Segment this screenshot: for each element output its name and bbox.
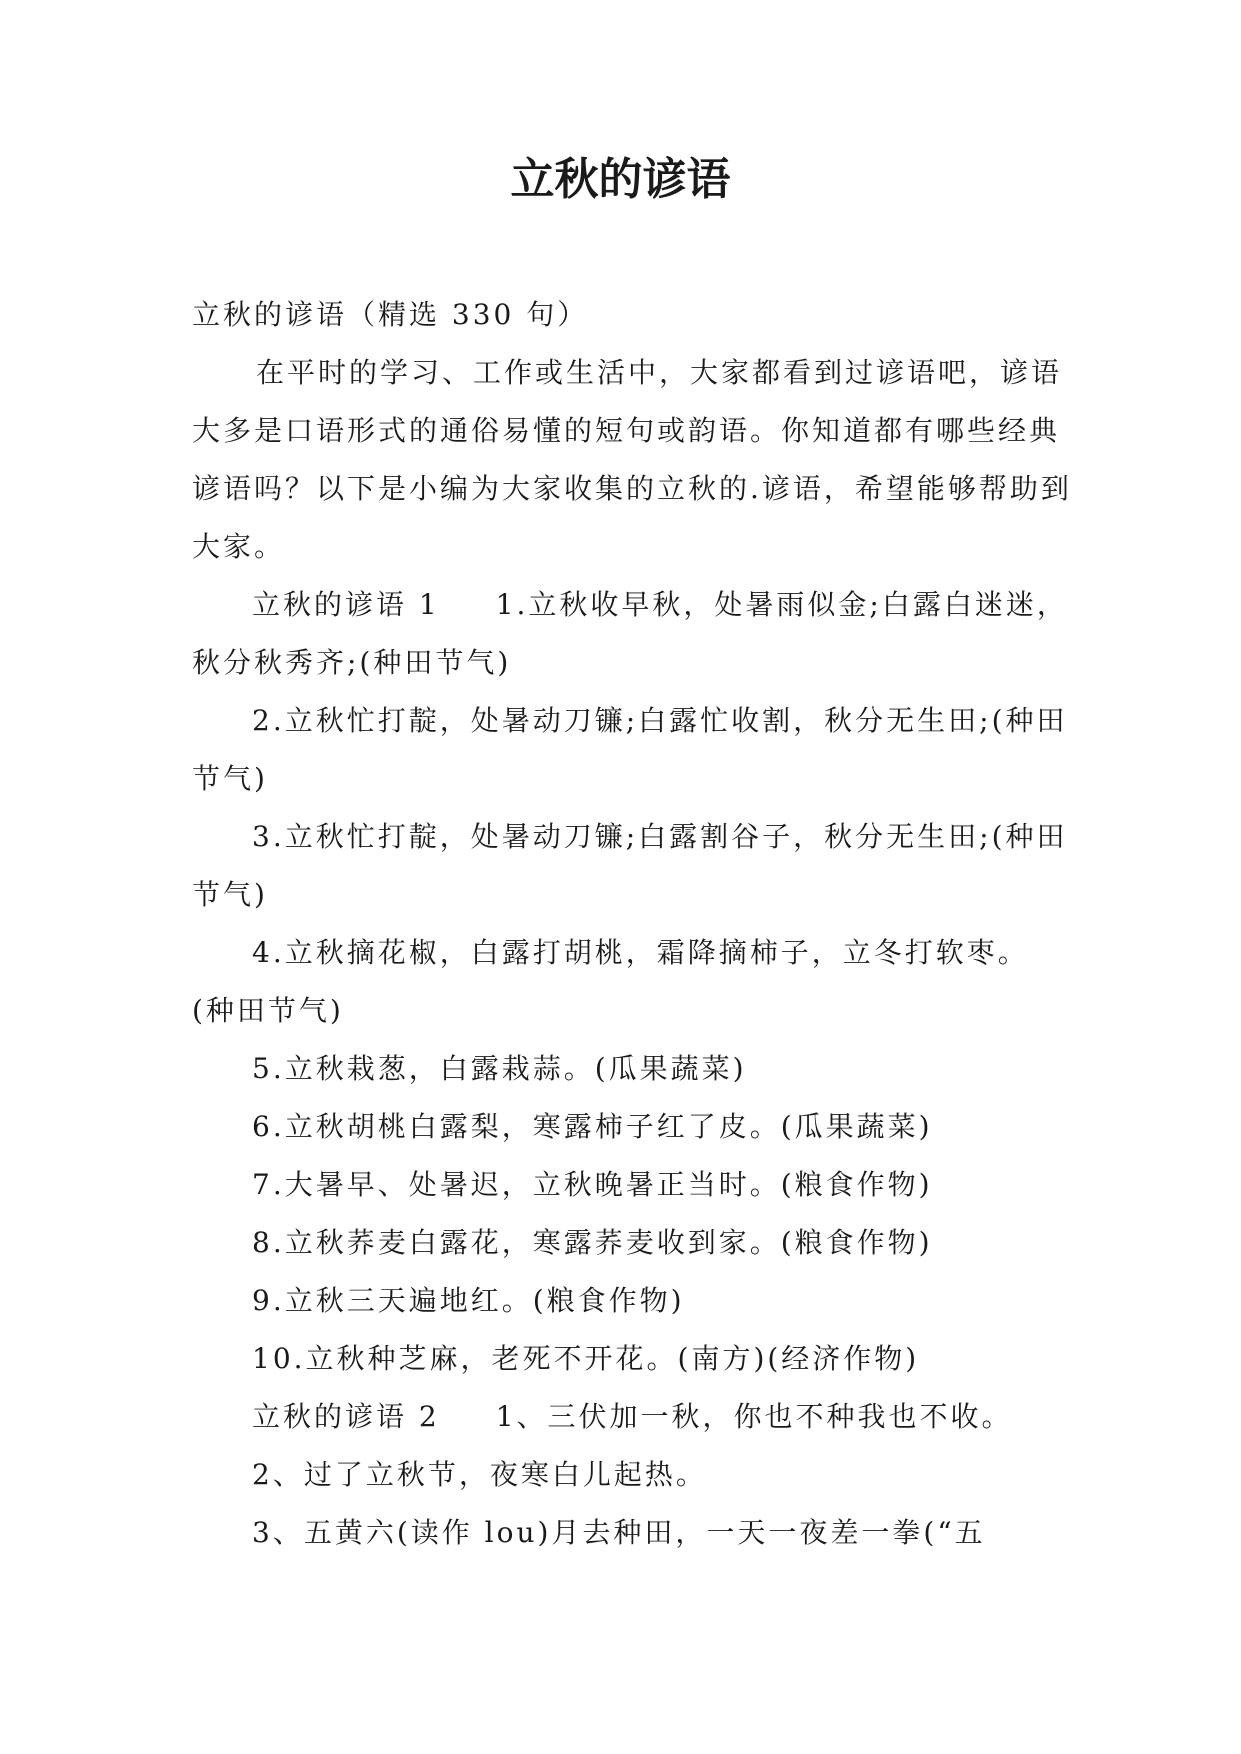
section-1-item-5: 5.立秋栽葱，白露栽蒜。(瓜果蔬菜) [252,1052,747,1085]
section-1-item-9: 9.立秋三天遍地红。(粮食作物) [252,1284,685,1317]
section-1-first-line [192,576,1072,692]
document-title: 立秋的谚语 [510,154,731,205]
section-1-item-7: 7.大暑早、处暑迟，立秋晚暑正当时。(粮食作物) [252,1168,933,1201]
section-2-item-2: 2、过了立秋节，夜寒白儿起热。 [252,1458,707,1491]
section-1-heading: 立秋的谚语 1 [252,588,440,621]
document-subtitle: 立秋的谚语（精选 330 句） [192,298,589,331]
intro-paragraph: 在平时的学习、工作或生活中，大家都看到过谚语吧，谚语大多是口语形式的通俗易懂的短句或韵语。你知道都有哪些经典谚语吗？以下是小编为大家收集的立秋的.谚语，希望能够帮助到大家。 [192,356,1072,563]
section-2-item-3: 3、五黄六(读作 lou)月去种田，一天一夜差一拳(“五 [252,1516,986,1549]
section-1-item-4: 4.立秋摘花椒，白露打胡桃，霜降摘柿子，立冬打软枣。(种田节气) [192,936,1029,1027]
section-2-first-line [192,1388,1072,1446]
section-1-item-10: 10.立秋种芝麻，老死不开花。(南方)(经济作物) [252,1342,920,1375]
document-body [192,286,1072,1562]
section-2-item-1: 1、三伏加一秋，你也不种我也不收。 [495,1400,1013,1433]
section-1-item-1: 1.立秋收早秋，处暑雨似金;白露白迷迷，秋分秋秀齐;(种田节气) [192,588,1068,679]
section-1-item-3: 3.立秋忙打靛，处暑动刀镰;白露割谷子，秋分无生田;(种田节气) [192,820,1068,911]
section-1-item-6: 6.立秋胡桃白露梨，寒露柿子红了皮。(瓜果蔬菜) [252,1110,933,1143]
section-1-item-2: 2.立秋忙打靛，处暑动刀镰;白露忙收割，秋分无生田;(种田节气) [192,704,1068,795]
section-2-heading: 立秋的谚语 2 [252,1400,440,1433]
section-1-item-8: 8.立秋荞麦白露花，寒露荞麦收到家。(粮食作物) [252,1226,933,1259]
